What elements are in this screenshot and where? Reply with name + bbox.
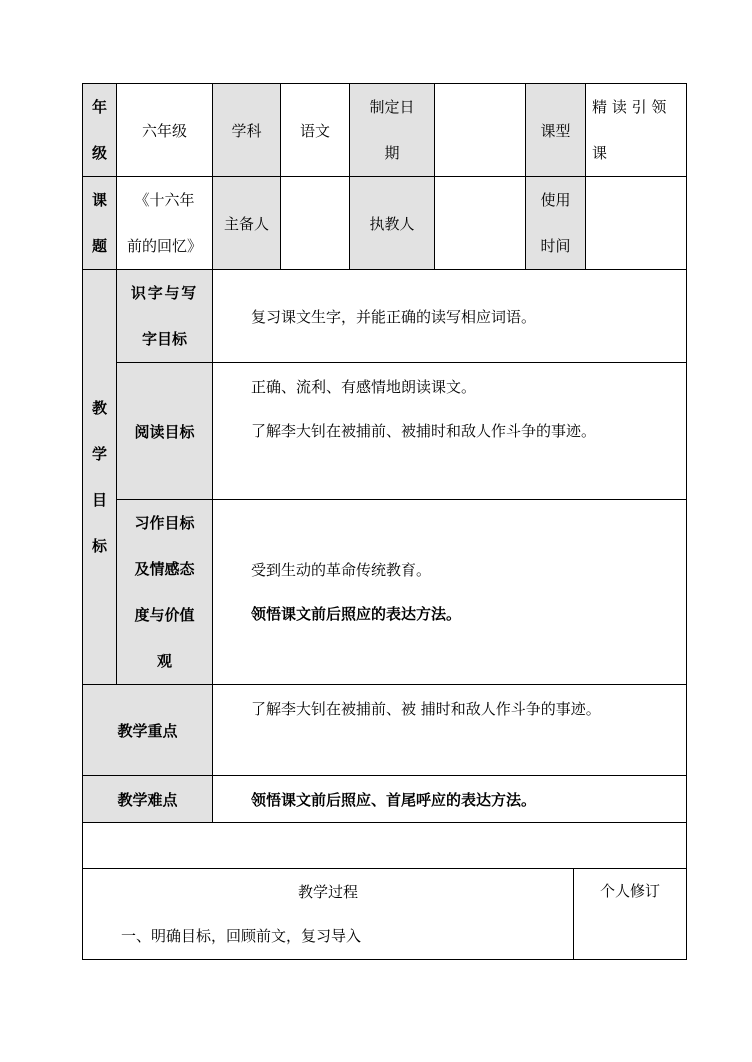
difficulty-row (83, 776, 687, 823)
reading-objective-line: 正确、流利、有感情地朗读课文。 (251, 378, 477, 396)
lesson-type-value: 精读引领 课 (586, 84, 687, 177)
personal-revision-cell (574, 869, 687, 960)
teacher-value (435, 177, 526, 270)
key-point-label: 教学重点 (83, 685, 213, 776)
key-point-text: 了解李大钊在被捕前、被 捕时和敌人作斗争的事迹。 (213, 685, 687, 776)
process-row (83, 869, 687, 960)
key-point-row (83, 685, 687, 776)
objectives-label: 教 学 目 标 (83, 270, 117, 685)
process-title: 教学过程 (297, 883, 358, 901)
topic-row (83, 177, 687, 270)
writing-objective-text (213, 500, 687, 685)
difficulty-text: 领悟课文前后照应、首尾呼应的表达方法。 (213, 776, 687, 823)
date-label: 制定日 期 (350, 84, 435, 177)
objective-literacy-row (83, 270, 687, 363)
process-cell (83, 869, 574, 960)
reading-objective-line: 了解李大钊在被捕前、被捕时和敌人作斗争的事迹。 (251, 422, 597, 440)
writing-objective-line: 领悟课文前后照应的表达方法。 (251, 605, 462, 623)
writing-objective-line: 受到生动的革命传统教育。 (251, 561, 432, 579)
lesson-plan-table (82, 83, 687, 960)
topic-label: 课 题 (83, 177, 117, 270)
lead-preparer-value (281, 177, 350, 270)
blank-cell (83, 823, 687, 869)
blank-row (83, 823, 687, 869)
grade-value: 六年级 (117, 84, 213, 177)
usage-time-value (586, 177, 687, 270)
reading-objective-text (213, 363, 687, 500)
topic-value: 《十六年 前的回忆》 (117, 177, 213, 270)
writing-objective-label: 习作目标 及情感态 度与价值 观 (117, 500, 213, 685)
difficulty-label: 教学难点 (83, 776, 213, 823)
teacher-label: 执教人 (350, 177, 435, 270)
date-value (435, 84, 526, 177)
lead-preparer-label: 主备人 (213, 177, 281, 270)
process-step-1: 一、明确目标，回顾前文，复习导入 (121, 927, 362, 945)
objective-writing-row (83, 500, 687, 685)
literacy-objective-label: 识字与写 字目标 (117, 270, 213, 363)
usage-time-label: 使用 时间 (526, 177, 586, 270)
reading-objective-label: 阅读目标 (117, 363, 213, 500)
header-row (83, 84, 687, 177)
literacy-objective-text: 复习课文生字，并能正确的读写相应词语。 (213, 270, 687, 363)
lesson-type-label: 课型 (526, 84, 586, 177)
personal-revision-label: 个人修订 (600, 882, 661, 900)
subject-value: 语文 (281, 84, 350, 177)
objective-reading-row (83, 363, 687, 500)
grade-label: 年 级 (83, 84, 117, 177)
subject-label: 学科 (213, 84, 281, 177)
